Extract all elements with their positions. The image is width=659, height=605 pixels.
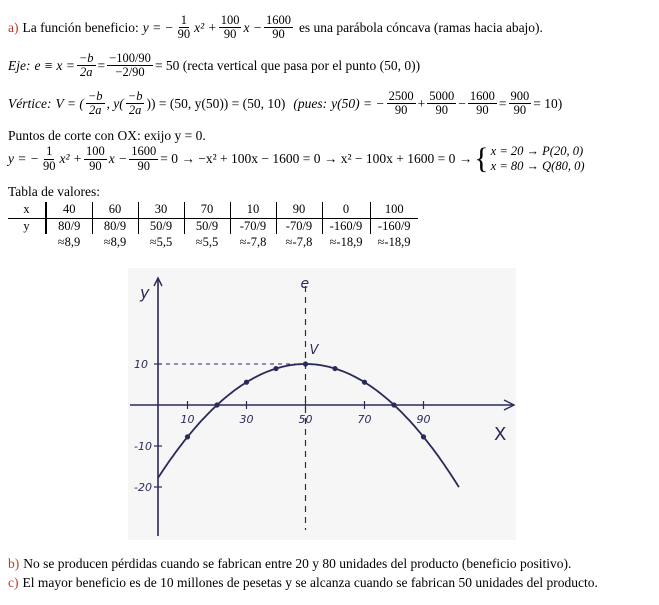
eje-frac-1: $\frac{-b}{2a}$ (78, 51, 94, 80)
y-tick-label: -20 (134, 481, 152, 494)
table-cell: 30 (138, 202, 184, 218)
section-a (8, 14, 543, 41)
vertice-v-eq: V = ( (55, 95, 84, 111)
table-cell: 100 (370, 202, 418, 218)
label-b: b) (8, 556, 20, 571)
vertice-pues: (pues: (293, 95, 328, 111)
eje-expr: e ≡ x = (34, 57, 75, 73)
section-cortes (8, 144, 585, 174)
eje-frac-2: $\frac{-100/90}{-2/90}$ (109, 51, 151, 80)
table-cell: -160/9 (370, 218, 418, 234)
x-axis-label: X (494, 424, 507, 445)
table-cell: -70/9 (276, 218, 322, 234)
y-header: y (23, 218, 30, 233)
vertice-eq: = (498, 95, 507, 111)
vertice-end: = 10) (533, 95, 563, 111)
vertice-plus: + (417, 95, 426, 111)
data-point (391, 402, 396, 407)
table-cell: 80/9 (46, 218, 92, 234)
table-cell: 70 (184, 202, 230, 218)
a-term-1: x² + (194, 19, 217, 35)
parabola-chart (128, 268, 516, 540)
cortes-title: Puntos de corte con OX: exijo y = 0. (8, 128, 206, 143)
table-cell: 50/9 (184, 218, 230, 234)
vertice-y50: y(50) = − (331, 95, 385, 111)
section-c (8, 575, 598, 591)
vertice-p3: $\frac{1600}{90}$ (469, 89, 495, 118)
cortes-sol-1: x = 20 → P(20, 0) (490, 144, 584, 158)
table-cell: ≈-18,9 (329, 234, 363, 249)
a-frac-3: $\frac{1600}{90}$ (265, 13, 291, 42)
table-cell: 40 (46, 202, 92, 218)
x-header: x (8, 202, 46, 218)
label-a: a) (8, 19, 19, 35)
x-tick-label: 10 (180, 413, 195, 426)
b-text: No se producen pérdidas cuando se fabrican entre 20 y 80 unidades del producto (beneficio positivo). (23, 556, 572, 571)
cortes-chain: = 0 → −x² + 100x − 1600 = 0 → x² − 100x + 1600 = 0 → (160, 151, 473, 166)
vertice-p1: $\frac{2500}{90}$ (388, 89, 414, 118)
table-cell: 90 (276, 202, 322, 218)
label-c: c) (8, 575, 19, 590)
cortes-frac-3: $\frac{1600}{90}$ (131, 144, 157, 173)
vertice-label: Vértice: (8, 95, 52, 111)
a-frac-2: $\frac{100}{90}$ (220, 13, 240, 42)
vertice-p2: $\frac{5000}{90}$ (429, 89, 455, 118)
table-cell: ≈-7,8 (285, 234, 313, 249)
cortes-frac-2: $\frac{100}{90}$ (86, 144, 105, 173)
data-point (273, 366, 278, 371)
table-cell: ≈8,9 (103, 234, 127, 249)
section-vertice (8, 90, 562, 117)
cortes-frac-1: $\frac{1}{90}$ (42, 144, 56, 173)
x-tick-label: 90 (416, 413, 431, 426)
table-cell: ≈5,5 (149, 234, 173, 249)
vertice-frac-1: $\frac{-b}{2a}$ (87, 89, 103, 118)
data-point (332, 366, 337, 371)
cortes-sol-2: x = 80 → Q(80, 0) (490, 159, 585, 173)
table-cell: 80/9 (92, 218, 138, 234)
vertice-mid: , y( (106, 95, 124, 111)
table-cell: -70/9 (230, 218, 276, 234)
x-tick-label: 30 (239, 413, 254, 426)
data-point (421, 434, 426, 439)
x-tick-label: 70 (357, 413, 372, 426)
data-point (303, 361, 308, 366)
x-tick-label: 50 (298, 413, 313, 426)
a-desc: es una parábola cóncava (ramas hacia abajo). (298, 19, 543, 35)
parabola-graph (128, 268, 516, 540)
cortes-term-1: x² + (59, 151, 82, 166)
section-b (8, 556, 571, 572)
table-cell: 10 (230, 202, 276, 218)
tabla-title: Tabla de valores: (8, 184, 101, 199)
c-text: El mayor beneficio es de 10 millones de pesetas y se alcanza cuando se fabrican 50 unidades del producto. (22, 575, 598, 590)
a-y-eq: y = − (142, 19, 174, 35)
table-row-y (8, 218, 418, 234)
a-intro: La función beneficio: (22, 19, 139, 35)
table-row-approx (8, 234, 418, 250)
data-point (185, 434, 190, 439)
vertice-result: )) = (50, y(50)) = (50, 10) (146, 95, 286, 111)
y-tick-label: 10 (134, 358, 148, 371)
vertex-label: V (309, 343, 319, 358)
table-cell: ≈8,9 (57, 234, 81, 249)
eje-label: Eje: (8, 57, 31, 73)
cortes-y-eq: y = − (8, 151, 39, 166)
table-cell: -160/9 (322, 218, 370, 234)
vertice-minus: − (458, 95, 466, 111)
vertice-p4: $\frac{900}{90}$ (510, 89, 530, 118)
data-point (244, 380, 249, 385)
cortes-solutions (491, 144, 585, 174)
y-tick-label: -10 (134, 440, 152, 453)
vertice-frac-2: $\frac{-b}{2a}$ (127, 89, 143, 118)
section-eje (8, 52, 420, 79)
table-cell: ≈5,5 (195, 234, 219, 249)
brace-icon: { (474, 142, 489, 175)
a-frac-1: $\frac{1}{90}$ (177, 13, 191, 42)
eje-result: = 50 (recta vertical que pasa por el punto (50, 0)) (154, 57, 421, 73)
table-cell: 0 (322, 202, 370, 218)
eje-eq: = (97, 57, 106, 73)
symmetry-axis-label: e (300, 276, 310, 292)
data-point (214, 402, 219, 407)
data-point (362, 380, 367, 385)
values-table (8, 202, 418, 250)
table-cell: 60 (92, 202, 138, 218)
a-term-2: x − (243, 19, 262, 35)
table-cell: ≈-18,9 (377, 234, 411, 249)
table-cell: 50/9 (138, 218, 184, 234)
table-row-x (8, 202, 418, 218)
y-axis-label: y (140, 283, 150, 302)
cortes-term-2: x − (108, 151, 128, 166)
table-cell: ≈-7,8 (239, 234, 267, 249)
